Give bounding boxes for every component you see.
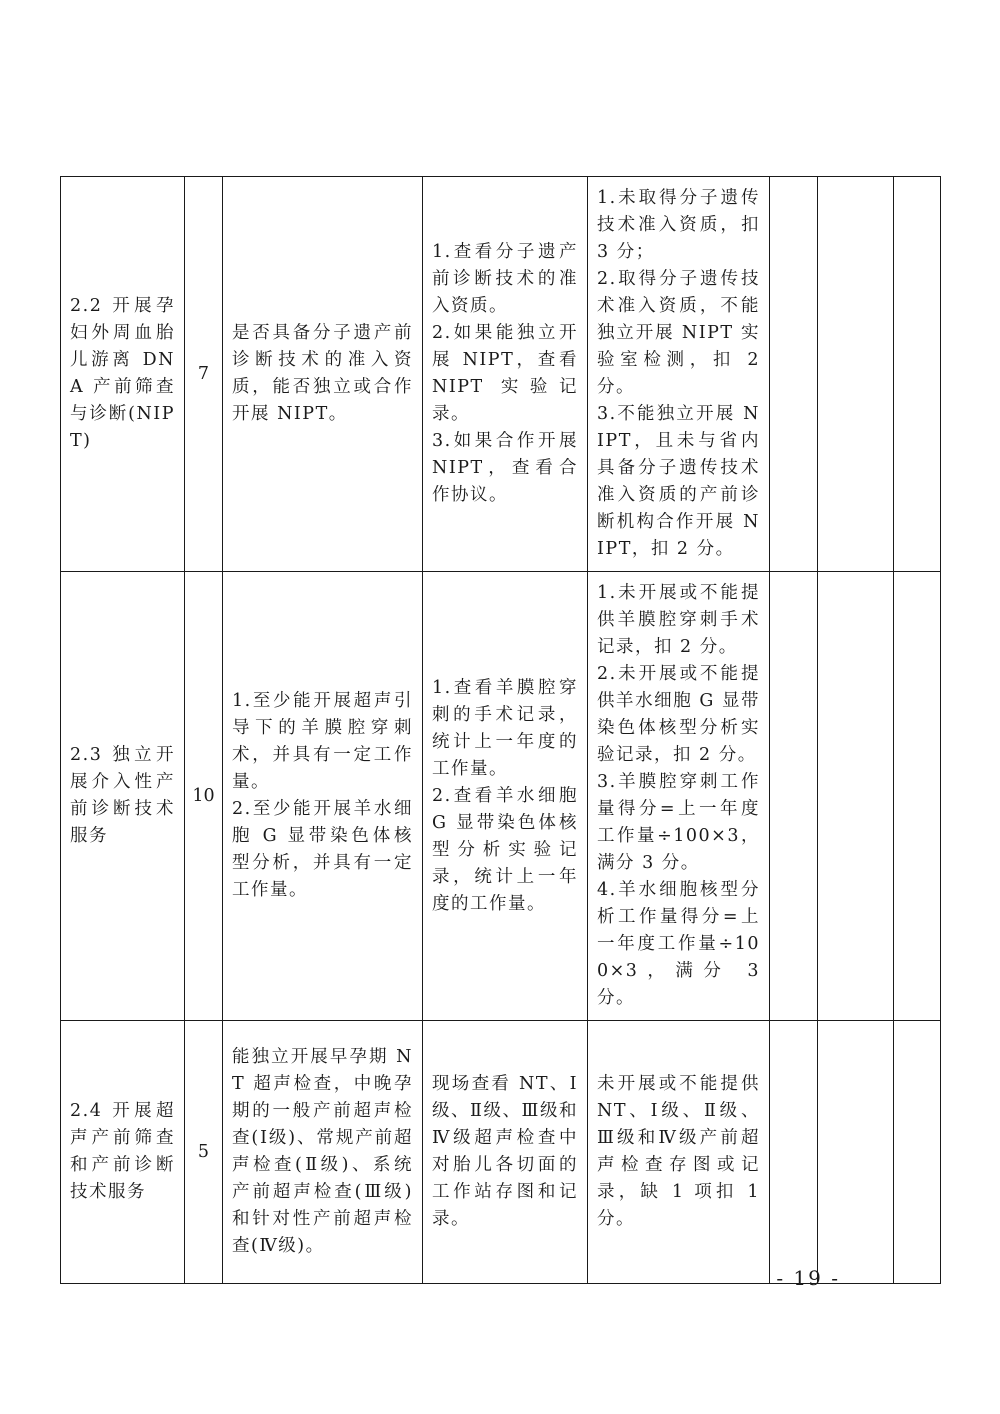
table-row (61, 177, 941, 572)
method-cell: 1.查看羊膜腔穿刺的手术记录，统计上一年度的工作量。 2.查看羊水细胞 G 显带染色体核型分析实验记录，统计上一年度的工作量。 (423, 572, 588, 1021)
score-cell: 7 (185, 177, 223, 572)
deduction-cell: 1.未开展或不能提供羊膜腔穿刺手术记录，扣 2 分。 2.未开展或不能提供羊水细胞 G 显带染色体核型分析实验记录，扣 2 分。 3.羊膜腔穿刺工作量得分=上一年度工作量÷100×3，满分 3 分。 4.羊水细胞核型分析工作量得分=上一年度工作量÷100×3，满分 3 分。 (588, 572, 770, 1021)
empty-cell (770, 572, 818, 1021)
item-cell: 2.2 开展孕妇外周血胎儿游离 DNA 产前筛查与诊断(NIPT) (61, 177, 185, 572)
method-cell: 1.查看分子遗产前诊断技术的准入资质。 2.如果能独立开展 NIPT，查看 NIPT 实验记录。 3.如果合作开展 NIPT，查看合作协议。 (423, 177, 588, 572)
empty-cell (894, 177, 941, 572)
page-number: - 19 - (776, 1266, 840, 1290)
empty-cell (818, 1021, 894, 1284)
standard-cell: 是否具备分子遗产前诊断技术的准入资质，能否独立或合作开展 NIPT。 (223, 177, 423, 572)
evaluation-table (60, 176, 941, 1284)
standard-cell: 1.至少能开展超声引导下的羊膜腔穿刺术，并具有一定工作量。 2.至少能开展羊水细胞 G 显带染色体核型分析，并具有一定工作量。 (223, 572, 423, 1021)
item-cell: 2.4 开展超声产前筛查和产前诊断技术服务 (61, 1021, 185, 1284)
empty-cell (818, 177, 894, 572)
table-row (61, 1021, 941, 1284)
deduction-cell: 未开展或不能提供 NT、Ⅰ级、Ⅱ级、Ⅲ级和Ⅳ级产前超声检查存图或记录，缺 1 项扣 1 分。 (588, 1021, 770, 1284)
method-cell: 现场查看 NT、Ⅰ级、Ⅱ级、Ⅲ级和Ⅳ级超声检查中对胎儿各切面的工作站存图和记录。 (423, 1021, 588, 1284)
item-cell: 2.3 独立开展介入性产前诊断技术服务 (61, 572, 185, 1021)
table-row (61, 572, 941, 1021)
standard-cell: 能独立开展早孕期 NT 超声检查，中晚孕期的一般产前超声检查(Ⅰ级)、常规产前超声检查(Ⅱ级)、系统产前超声检查(Ⅲ级)和针对性产前超声检查(Ⅳ级)。 (223, 1021, 423, 1284)
score-cell: 5 (185, 1021, 223, 1284)
empty-cell (894, 572, 941, 1021)
score-cell: 10 (185, 572, 223, 1021)
deduction-cell: 1.未取得分子遗传技术准入资质，扣 3 分； 2.取得分子遗传技术准入资质，不能独立开展 NIPT 实验室检测，扣 2 分。 3.不能独立开展 NIPT，且未与省内具备分子遗传技术准入资质的产前诊断机构合作开展 NIPT，扣 2 分。 (588, 177, 770, 572)
empty-cell (770, 177, 818, 572)
empty-cell (818, 572, 894, 1021)
empty-cell (894, 1021, 941, 1284)
empty-cell (770, 1021, 818, 1284)
